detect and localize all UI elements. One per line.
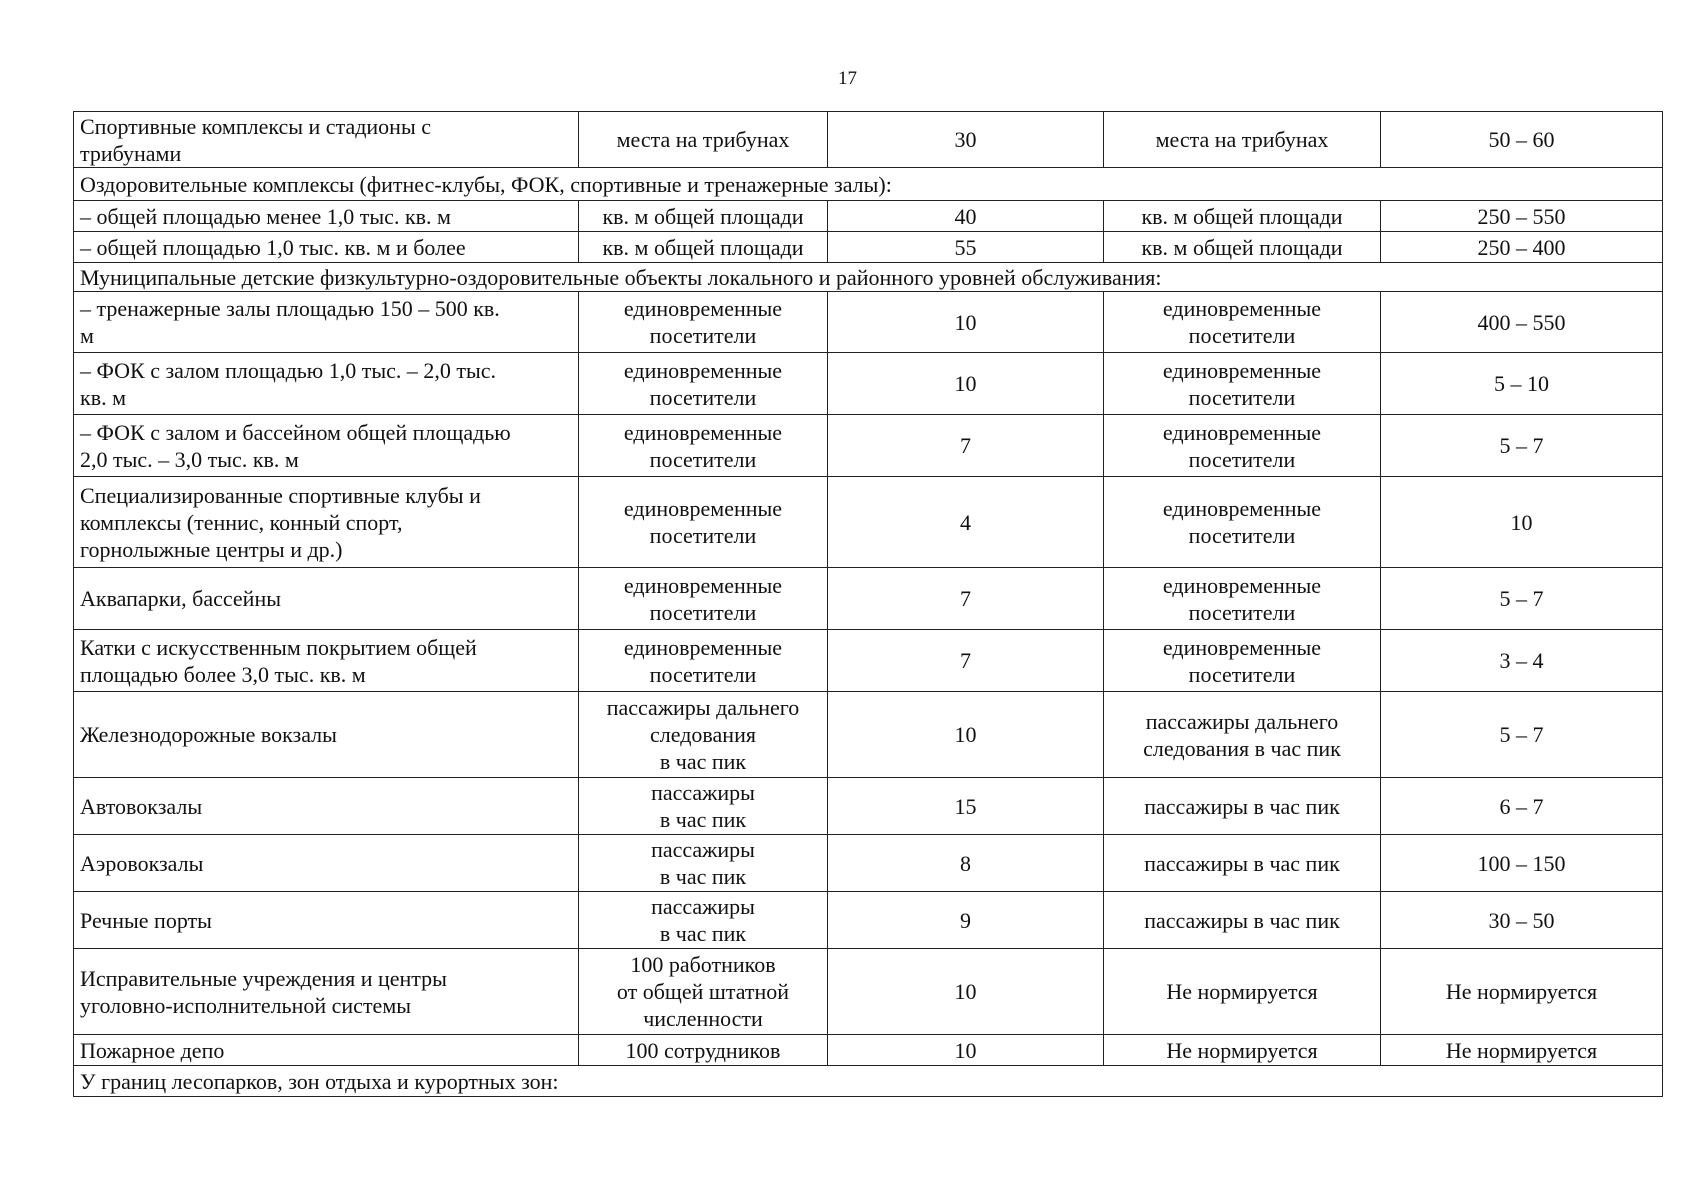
object-type-cell-line: – общей площадью 1,0 тыс. кв. м и более (80, 234, 466, 260)
calc-unit-cell-line: посетители (649, 523, 757, 548)
range-cell: Не нормируется (1381, 1035, 1663, 1066)
section-row (74, 168, 1663, 201)
range-cell: 250 – 550 (1381, 201, 1663, 232)
unit-cell (1104, 353, 1381, 415)
range-cell: 5 – 7 (1381, 692, 1663, 778)
unit-cell-line: посетители (1188, 661, 1296, 687)
calc-unit-cell-line: следования (650, 722, 756, 747)
section-row (74, 263, 1663, 292)
object-type-cell (74, 949, 579, 1035)
calc-unit-cell-line: в час пик (659, 749, 747, 774)
unit-cell (1104, 630, 1381, 692)
unit-cell (1104, 778, 1381, 835)
section-heading: У границ лесопарков, зон отдыха и курортных зон: (74, 1066, 1663, 1097)
object-type-cell-line: Автовокзалы (80, 793, 203, 819)
table-row (74, 201, 1663, 232)
calc-unit-cell-line: единовременные (623, 572, 783, 598)
unit-cell (1104, 568, 1381, 630)
object-type-cell-line: площадью более 3,0 тыс. кв. м (80, 661, 366, 687)
unit-cell-line: следования в час пик (1143, 735, 1341, 761)
parking-spaces-cell: 15 (828, 778, 1104, 835)
unit-cell-line: посетители (1188, 446, 1296, 472)
parking-spaces-cell: 7 (828, 630, 1104, 692)
unit-cell-line: единовременные (1162, 357, 1322, 383)
calc-unit-cell-line: кв. м общей площади (602, 203, 804, 229)
calc-unit-cell (579, 415, 828, 477)
calc-unit-cell-line: места на трибунах (616, 127, 790, 152)
unit-cell (1104, 892, 1381, 949)
calc-unit-cell-line: единовременные (623, 357, 783, 383)
unit-cell-line: пассажиры в час пик (1144, 793, 1340, 819)
object-type-cell-line: Спортивные комплексы и стадионы с (80, 113, 432, 139)
calc-unit-cell-line: 100 сотрудников (625, 1037, 781, 1063)
object-type-cell (74, 630, 579, 692)
range-cell: 6 – 7 (1381, 778, 1663, 835)
object-type-cell-line: Аквапарки, бассейны (80, 586, 281, 611)
object-type-cell-line: комплексы (теннис, конный спорт, (80, 509, 403, 535)
object-type-cell (74, 835, 579, 892)
table-row (74, 949, 1663, 1035)
unit-cell (1104, 292, 1381, 353)
calc-unit-cell (579, 1035, 828, 1066)
object-type-cell-line: горнолыжные центры и др.) (80, 536, 343, 562)
calc-unit-cell-line: пассажиры дальнего (606, 695, 800, 720)
table-row (74, 835, 1663, 892)
parking-spaces-cell: 40 (828, 201, 1104, 232)
object-type-cell-line: Аэровокзалы (80, 850, 204, 876)
table-row (74, 568, 1663, 630)
range-cell: 3 – 4 (1381, 630, 1663, 692)
parking-spaces-cell: 4 (828, 477, 1104, 568)
calc-unit-cell-line: кв. м общей площади (602, 234, 804, 260)
unit-cell-line: Не нормируется (1166, 979, 1318, 1004)
calc-unit-cell-line: пассажиры (651, 894, 755, 919)
calc-unit-cell-line: численности (643, 1006, 763, 1031)
range-cell: 5 – 7 (1381, 415, 1663, 477)
object-type-cell (74, 692, 579, 778)
object-type-cell-line: – тренажерные залы площадью 150 – 500 кв. (80, 296, 500, 321)
section-row (74, 1066, 1663, 1097)
object-type-cell-line: трибунами (80, 140, 182, 166)
calc-unit-cell-line: единовременные (623, 296, 783, 321)
unit-cell-line: посетители (1188, 523, 1296, 548)
table-row (74, 292, 1663, 353)
table-row (74, 630, 1663, 692)
table-row (74, 112, 1663, 168)
parking-spaces-cell: 10 (828, 353, 1104, 415)
unit-cell (1104, 201, 1381, 232)
table-row (74, 892, 1663, 949)
object-type-cell-line: Специализированные спортивные клубы и (80, 482, 481, 508)
calc-unit-cell (579, 477, 828, 568)
unit-cell-line: посетители (1188, 599, 1296, 625)
table-row (74, 692, 1663, 778)
calc-unit-cell-line: единовременные (623, 419, 783, 445)
calc-unit-cell (579, 201, 828, 232)
range-cell: 5 – 7 (1381, 568, 1663, 630)
calc-unit-cell-line: единовременные (623, 496, 783, 521)
table-row (74, 353, 1663, 415)
range-cell: 5 – 10 (1381, 353, 1663, 415)
range-cell: Не нормируется (1381, 949, 1663, 1035)
parking-spaces-cell: 10 (828, 692, 1104, 778)
object-type-cell (74, 201, 579, 232)
range-cell: 10 (1381, 477, 1663, 568)
unit-cell-line: посетители (1188, 323, 1296, 348)
object-type-cell-line: кв. м (80, 384, 126, 410)
calc-unit-cell-line: посетители (649, 446, 757, 472)
unit-cell (1104, 835, 1381, 892)
object-type-cell (74, 292, 579, 353)
unit-cell (1104, 415, 1381, 477)
object-type-cell-line: Исправительные учреждения и центры (80, 965, 447, 991)
range-cell: 100 – 150 (1381, 835, 1663, 892)
range-cell: 400 – 550 (1381, 292, 1663, 353)
unit-cell-line: единовременные (1162, 296, 1322, 321)
object-type-cell-line: – ФОК с залом площадью 1,0 тыс. – 2,0 тыс. (80, 357, 497, 383)
parking-spaces-cell: 7 (828, 415, 1104, 477)
range-cell: 50 – 60 (1381, 112, 1663, 168)
unit-cell-line: единовременные (1162, 634, 1322, 660)
object-type-cell-line: Речные порты (80, 907, 212, 933)
unit-cell-line: кв. м общей площади (1141, 203, 1343, 229)
calc-unit-cell-line: посетители (649, 323, 757, 348)
unit-cell-line: пассажиры в час пик (1144, 850, 1340, 876)
object-type-cell-line: м (80, 323, 94, 348)
calc-unit-cell (579, 568, 828, 630)
calc-unit-cell-line: 100 работников (630, 952, 776, 977)
table-row (74, 232, 1663, 263)
unit-cell-line: кв. м общей площади (1141, 234, 1343, 260)
unit-cell-line: Не нормируется (1166, 1037, 1318, 1063)
object-type-cell (74, 112, 579, 168)
object-type-cell (74, 568, 579, 630)
calc-unit-cell-line: пассажиры (651, 837, 755, 862)
calc-unit-cell-line: в час пик (659, 807, 747, 832)
calc-unit-cell (579, 112, 828, 168)
calc-unit-cell (579, 630, 828, 692)
parking-spaces-cell: 8 (828, 835, 1104, 892)
object-type-cell (74, 232, 579, 263)
object-type-cell (74, 477, 579, 568)
calc-unit-cell (579, 835, 828, 892)
object-type-cell-line: – ФОК с залом и бассейном общей площадью (80, 419, 511, 445)
parking-spaces-cell: 7 (828, 568, 1104, 630)
calc-unit-cell-line: посетители (649, 661, 757, 687)
table-row (74, 1035, 1663, 1066)
unit-cell-line: единовременные (1162, 572, 1322, 598)
calc-unit-cell (579, 692, 828, 778)
object-type-cell-line: – общей площадью менее 1,0 тыс. кв. м (80, 203, 451, 229)
object-type-cell (74, 415, 579, 477)
unit-cell-line: посетители (1188, 384, 1296, 410)
range-cell: 30 – 50 (1381, 892, 1663, 949)
parking-spaces-cell: 30 (828, 112, 1104, 168)
unit-cell (1104, 112, 1381, 168)
range-cell: 250 – 400 (1381, 232, 1663, 263)
page-number: 17 (838, 68, 857, 89)
calc-unit-cell-line: посетители (649, 599, 757, 625)
object-type-cell-line: 2,0 тыс. – 3,0 тыс. кв. м (80, 446, 299, 472)
object-type-cell-line: Железнодорожные вокзалы (80, 722, 337, 747)
calc-unit-cell (579, 949, 828, 1035)
table-row (74, 778, 1663, 835)
calc-unit-cell-line: в час пик (659, 921, 747, 946)
parking-spaces-cell: 9 (828, 892, 1104, 949)
calc-unit-cell (579, 892, 828, 949)
object-type-cell-line: Пожарное депо (80, 1037, 225, 1063)
calc-unit-cell-line: единовременные (623, 634, 783, 660)
parking-spaces-cell: 55 (828, 232, 1104, 263)
calc-unit-cell (579, 353, 828, 415)
calc-unit-cell (579, 232, 828, 263)
unit-cell-line: пассажиры в час пик (1144, 907, 1340, 933)
parking-spaces-cell: 10 (828, 1035, 1104, 1066)
unit-cell-line: единовременные (1162, 419, 1322, 445)
calc-unit-cell (579, 778, 828, 835)
parking-norms-table (73, 111, 1663, 1097)
calc-unit-cell-line: пассажиры (651, 780, 755, 805)
calc-unit-cell-line: посетители (649, 384, 757, 410)
calc-unit-cell-line: в час пик (659, 864, 747, 889)
table-row (74, 415, 1663, 477)
unit-cell (1104, 477, 1381, 568)
section-heading: Оздоровительные комплексы (фитнес-клубы, ФОК, спортивные и тренажерные залы): (74, 168, 1663, 201)
unit-cell (1104, 232, 1381, 263)
unit-cell (1104, 949, 1381, 1035)
unit-cell (1104, 692, 1381, 778)
parking-spaces-cell: 10 (828, 292, 1104, 353)
unit-cell (1104, 1035, 1381, 1066)
object-type-cell (74, 353, 579, 415)
table-row (74, 477, 1663, 568)
calc-unit-cell (579, 292, 828, 353)
parking-spaces-cell: 10 (828, 949, 1104, 1035)
unit-cell-line: пассажиры дальнего (1145, 708, 1339, 734)
section-heading: Муниципальные детские физкультурно-оздоровительные объекты локального и районного уровней обслуживания: (74, 263, 1663, 292)
object-type-cell (74, 1035, 579, 1066)
object-type-cell (74, 892, 579, 949)
object-type-cell-line: уголовно-исполнительной системы (80, 992, 412, 1018)
object-type-cell (74, 778, 579, 835)
unit-cell-line: единовременные (1162, 496, 1322, 521)
object-type-cell-line: Катки с искусственным покрытием общей (80, 634, 477, 660)
calc-unit-cell-line: от общей штатной (616, 979, 790, 1004)
unit-cell-line: места на трибунах (1155, 127, 1329, 152)
